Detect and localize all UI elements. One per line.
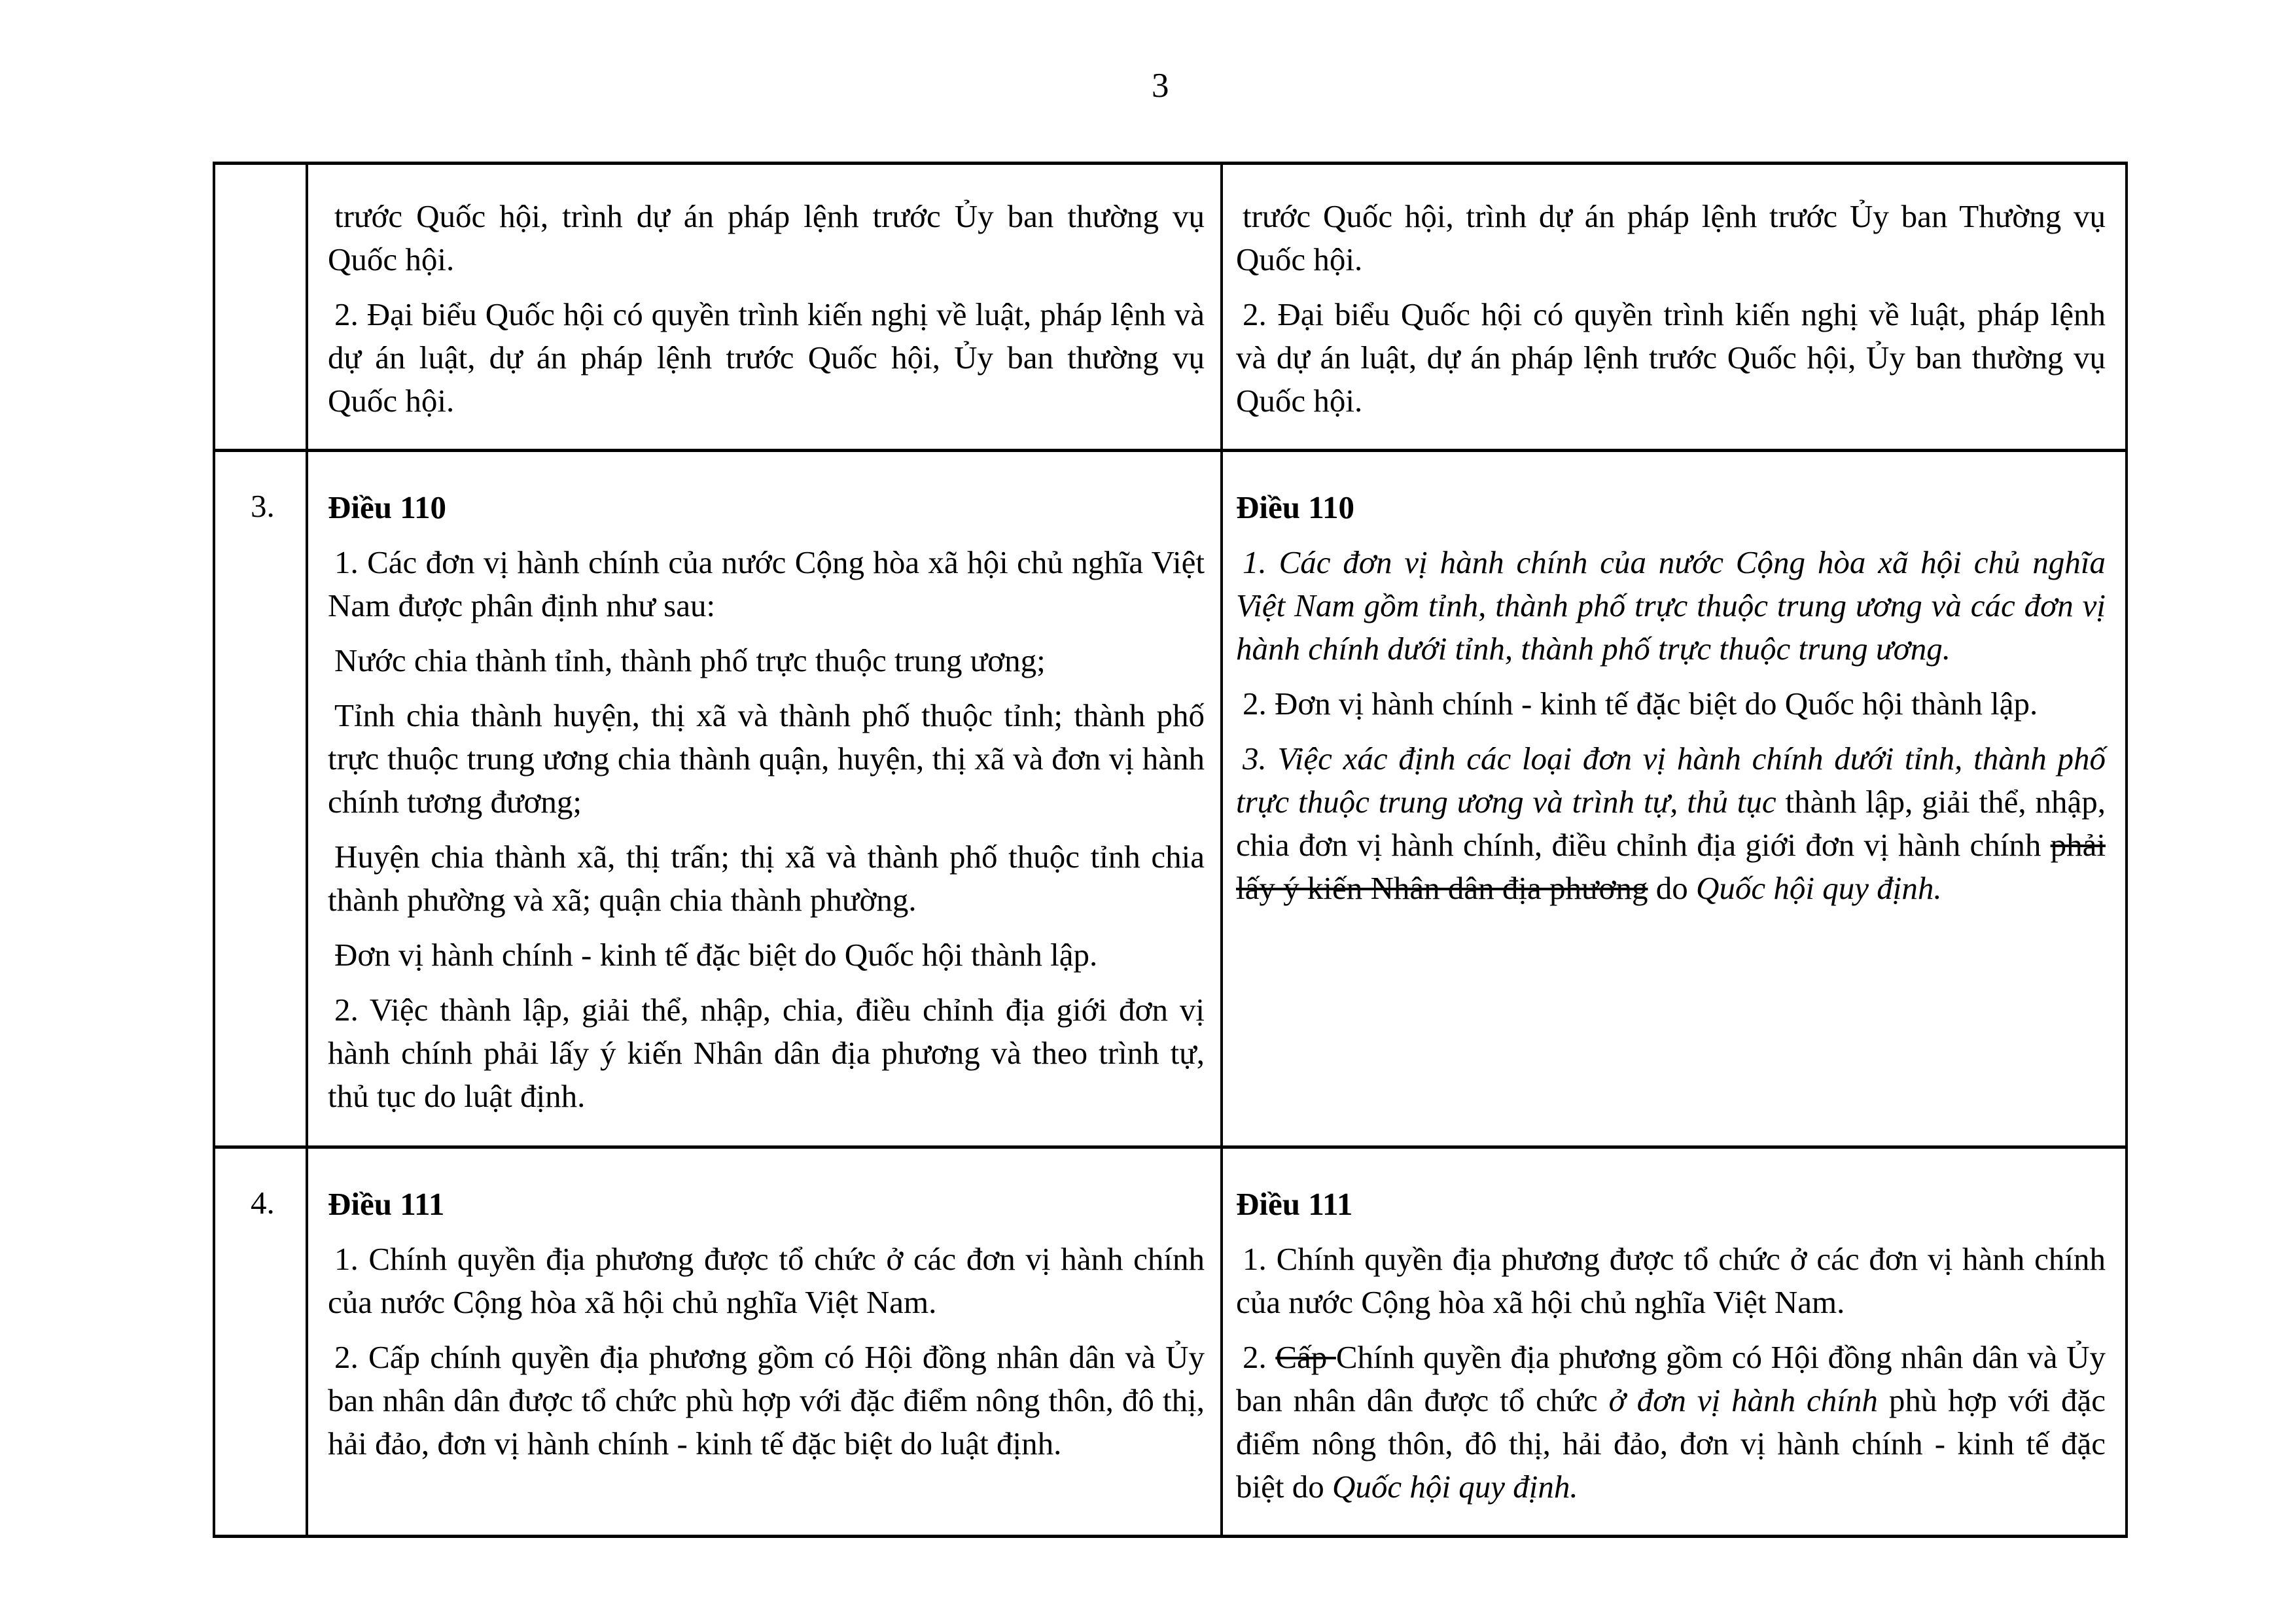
paragraph	[1236, 1336, 2106, 1509]
article-heading	[328, 486, 1205, 529]
italic-text-run: Quốc hội quy định.	[1332, 1469, 1578, 1505]
paragraph	[328, 1336, 1205, 1465]
italic-text-run: ở đơn vị hành chính	[1608, 1382, 1889, 1418]
paragraph	[328, 835, 1205, 922]
row-number: 4.	[251, 1185, 275, 1221]
text-run: trước Quốc hội, trình dự án pháp lệnh trước Ủy ban thường vụ Quốc hội.	[328, 198, 1205, 277]
row-number-cell	[214, 164, 307, 451]
row-number: 3.	[251, 488, 275, 524]
article-heading	[1236, 1183, 2106, 1226]
text-run: 1. Chính quyền địa phương được tổ chức ở các đơn vị hành chính của nước Cộng hòa xã hội chủ nghĩa Việt Nam.	[328, 1241, 1205, 1320]
paragraph	[1236, 1238, 2106, 1324]
paragraph	[328, 293, 1205, 423]
text-run: Tỉnh chia thành huyện, thị xã và thành phố thuộc tỉnh; thành phố trực thuộc trung ương chia thành quận, huyện, thị xã và đơn vị hành chính tương đương;	[328, 697, 1205, 820]
page-number: 3	[1152, 67, 1169, 105]
bold-text-run: Điều 110	[328, 489, 447, 525]
italic-text-run: 3. Việc xác định các loại đơn vị hành chính dưới tỉnh, thành phố trực thuộc trung ương và trình tự, thủ tục	[1236, 741, 2106, 820]
row-number-cell	[214, 1147, 307, 1537]
text-run: 2. Đại biểu Quốc hội có quyền trình kiến nghị về luật, pháp lệnh và dự án luật, dự án pháp lệnh trước Quốc hội, Ủy ban thường vụ Quốc hội.	[328, 296, 1205, 419]
text-run: phù hợp với đặc điểm nông thôn, đô thị, hải đảo, đơn vị hành chính - kinh tế đặc biệt do	[1236, 1382, 2106, 1505]
paragraph	[1236, 541, 2106, 671]
paragraph	[328, 195, 1205, 281]
row-number-cell	[214, 451, 307, 1147]
paragraph	[1236, 293, 2106, 423]
new-version-cell	[1222, 164, 2127, 451]
paragraph	[1236, 682, 2106, 725]
table-row	[214, 164, 2127, 451]
text-run: Chính quyền địa phương gồm có Hội đồng nhân dân và Ủy ban nhân dân được tổ chức	[1236, 1339, 2106, 1418]
text-run: Huyện chia thành xã, thị trấn; thị xã và thành phố thuộc tỉnh chia thành phường và xã; quận chia thành phường.	[328, 839, 1205, 918]
article-heading	[328, 1183, 1205, 1226]
article-heading	[1236, 486, 2106, 529]
text-run: 2. Đại biểu Quốc hội có quyền trình kiến nghị về luật, pháp lệnh và dự án luật, dự án pháp lệnh trước Quốc hội, Ủy ban thường vụ Quốc hội.	[1236, 296, 2106, 419]
paragraph	[328, 1238, 1205, 1324]
old-version-cell	[307, 1147, 1222, 1537]
text-run: trước Quốc hội, trình dự án pháp lệnh trước Ủy ban Thường vụ Quốc hội.	[1236, 198, 2106, 277]
struck-text-run: Cấp	[1275, 1339, 1336, 1375]
paragraph	[328, 694, 1205, 824]
italic-text-run: 1. Các đơn vị hành chính của nước Cộng hòa xã hội chủ nghĩa Việt Nam gồm tỉnh, thành phố trực thuộc trung ương và các đơn vị hành chính dưới tỉnh, thành phố trực thuộc trung ương.	[1236, 544, 2106, 667]
bold-text-run: Điều 111	[328, 1186, 445, 1222]
table-row	[214, 1147, 2127, 1537]
paragraph	[328, 639, 1205, 682]
text-run: Nước chia thành tỉnh, thành phố trực thuộc trung ương;	[334, 642, 1046, 678]
text-run: 2.	[1243, 1339, 1276, 1375]
text-run: thành lập, giải thể, nhập, chia đơn vị hành chính, điều chỉnh địa giới đơn vị hành chính	[1236, 784, 2106, 863]
new-version-cell	[1222, 451, 2127, 1147]
text-run: 2. Việc thành lập, giải thể, nhập, chia, điều chỉnh địa giới đơn vị hành chính phải lấy ý kiến Nhân dân địa phương và theo trình tự, thủ tục do luật định.	[328, 992, 1205, 1114]
struck-text-run: phải lấy ý kiến Nhân dân địa phương	[1236, 827, 2106, 906]
bold-text-run: Điều 111	[1236, 1186, 1353, 1222]
text-run: 1. Các đơn vị hành chính của nước Cộng hòa xã hội chủ nghĩa Việt Nam được phân định như sau:	[328, 544, 1205, 623]
comparison-table-body	[214, 164, 2127, 1537]
text-run: 1. Chính quyền địa phương được tổ chức ở các đơn vị hành chính của nước Cộng hòa xã hội chủ nghĩa Việt Nam.	[1236, 1241, 2106, 1320]
old-version-cell	[307, 451, 1222, 1147]
paragraph	[1236, 195, 2106, 281]
table-row	[214, 451, 2127, 1147]
comparison-table	[213, 162, 2128, 1538]
old-version-cell	[307, 164, 1222, 451]
paragraph	[328, 988, 1205, 1118]
new-version-cell	[1222, 1147, 2127, 1537]
paragraph	[1236, 737, 2106, 910]
text-run: 2. Cấp chính quyền địa phương gồm có Hội đồng nhân dân và Ủy ban nhân dân được tổ chức phù hợp với đặc điểm nông thôn, đô thị, hải đảo, đơn vị hành chính - kinh tế đặc biệt do luật định.	[328, 1339, 1205, 1461]
italic-text-run: Quốc hội quy định.	[1695, 870, 1942, 906]
paragraph	[328, 934, 1205, 977]
text-run: 2. Đơn vị hành chính - kinh tế đặc biệt do Quốc hội thành lập.	[1243, 686, 2038, 722]
paragraph	[328, 541, 1205, 627]
text-run: do	[1648, 870, 1696, 906]
text-run: Đơn vị hành chính - kinh tế đặc biệt do Quốc hội thành lập.	[334, 937, 1098, 973]
bold-text-run: Điều 110	[1236, 489, 1355, 525]
